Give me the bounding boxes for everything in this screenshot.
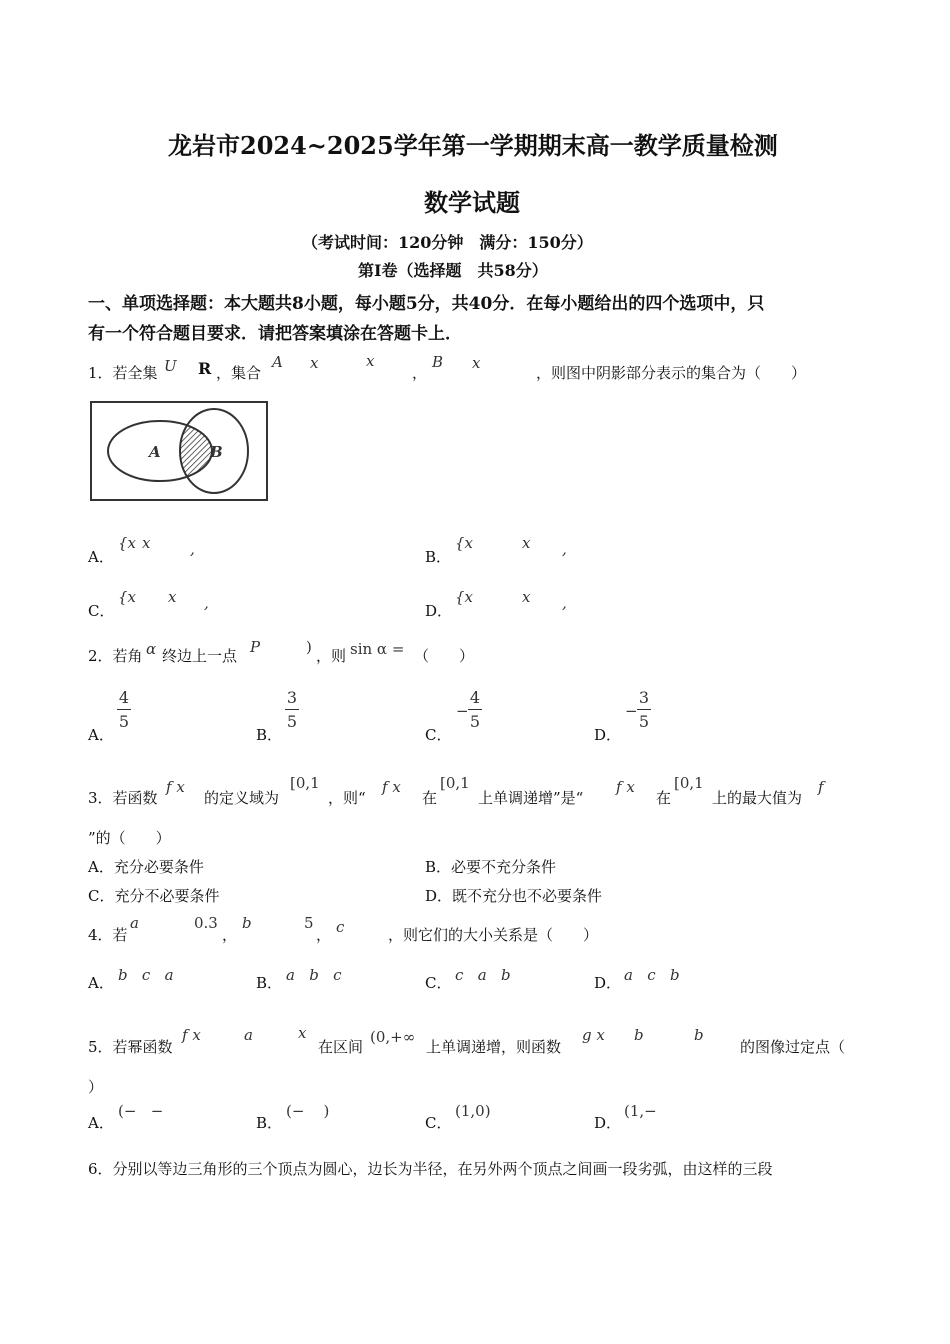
q3-f-4: f [818,778,824,796]
q2-option-d[interactable] [594,724,621,745]
q2-option-b-fraction [285,688,299,731]
q2-option-a-label: A． [88,726,114,744]
q3-text-6: 上的最大值为 [712,789,803,807]
q1-reals: R [198,359,212,378]
q2-option-b-den: 5 [286,712,298,731]
q1-prefix: 1．若全集 [88,364,158,382]
q5-option-d[interactable] [594,1112,621,1133]
q4-tail: ，则它们的大小关系是（ ） [388,926,599,944]
venn-label-b: B [210,443,223,461]
q4-option-a-label: A． [88,974,114,992]
q1-option-c-m2: x [168,588,177,606]
q2-option-b[interactable] [256,724,282,745]
q5-option-b-label: B． [256,1114,283,1132]
q3-option-c[interactable]: C．充分不必要条件 [88,887,220,905]
q1-option-d[interactable] [425,600,452,621]
q3-option-d[interactable]: D．既不充分也不必要条件 [425,887,603,905]
q2-option-d-sign: − [625,702,638,720]
q4-option-b-label: B． [256,974,283,992]
q2-option-d-label: D． [594,726,622,744]
q1-option-b-label: B． [425,548,452,566]
q2-tail: （ ） [414,647,475,665]
q1-option-b-m1: {x [455,534,474,552]
q2-option-c-label: C． [425,726,452,744]
q4-option-b[interactable] [256,972,282,993]
q3-option-a[interactable]: A．充分必要条件 [88,858,204,876]
q5-option-d-expr: (1,− [624,1102,657,1120]
question-6-text: 6．分别以等边三角形的三个顶点为圆心，边长为半径，在另外两个顶点之间画一段劣弧，由这样的三段 [88,1160,773,1178]
q1-option-a-m2: x [142,534,151,552]
q1-option-c[interactable] [88,600,114,621]
q4-value-1: 0.3 [194,914,218,932]
q3-text-1: 的定义域为 [204,789,280,807]
q4-option-a[interactable] [88,972,114,993]
q5-option-c[interactable] [425,1112,451,1133]
q5-option-a[interactable] [88,1112,114,1133]
q2-prefix: 2．若角 [88,647,143,665]
q2-point-p: P [250,638,261,656]
q1-option-a-m1: {x [118,534,137,552]
q1-option-a-m3: , [190,540,195,558]
q4-comma-2: ， [316,926,332,944]
q4-var-a: a [130,914,139,932]
q3-interval-2: [0,1 [440,774,470,792]
q1-var-x2: x [366,352,375,370]
q4-option-c-label: C． [425,974,452,992]
q1-option-b-m3: , [562,540,567,558]
q1-option-a-label: A． [88,548,114,566]
q3-text-7: ”的（ ） [88,829,171,847]
q2-option-c-den: 5 [469,712,481,731]
q4-var-c: c [336,918,345,936]
q3-fx-3: f x [616,778,635,796]
q5-fx: f x [182,1026,201,1044]
subject-title: 数学试题 [424,188,520,217]
q1-set-b: B [432,353,444,371]
q2-option-a-num: 4 [118,688,130,707]
q2-option-d-fraction [637,688,651,731]
section-instruction-line1: 一、单项选择题：本大题共8小题，每小题5分，共40分．在每小题给出的四个选项中，只 [88,294,765,314]
q5-var-b2: b [694,1026,704,1044]
q2-option-b-num: 3 [286,688,298,707]
q3-interval-3: [0,1 [674,774,704,792]
q2-option-c-fraction [468,688,482,731]
q5-option-a-label: A． [88,1114,114,1132]
q2-then: ，则 [316,647,347,665]
q1-option-c-label: C． [88,602,115,620]
q5-var-a: a [244,1026,253,1044]
q2-option-d-num: 3 [638,688,650,707]
q4-option-d-label: D． [594,974,622,992]
venn-diagram [88,399,272,503]
q1-tail: ，则图中阴影部分表示的集合为（ ） [536,364,807,382]
q2-sin: sin α = [350,640,405,658]
q3-text-3: 在 [422,789,438,807]
q4-option-d[interactable] [594,972,621,993]
q4-option-c[interactable] [425,972,451,993]
q1-option-d-m1: {x [455,588,474,606]
q5-text-3: 的图像过定点（ [740,1038,846,1056]
q2-option-b-label: B． [256,726,283,744]
q5-var-x: x [298,1024,307,1042]
exam-title: 龙岩市2024~2025学年第一学期期末高一教学质量检测 [168,131,778,160]
q3-text-2: ，则“ [328,789,366,807]
q2-option-a-fraction [117,688,131,731]
q4-option-c-expr: c a b [455,966,511,984]
q5-option-b[interactable] [256,1112,282,1133]
q1-mid: ，集合 [216,364,262,382]
q1-option-a[interactable] [88,546,114,567]
q5-text-1: 在区间 [318,1038,364,1056]
q1-var-x1: x [310,354,319,372]
q5-var-b1: b [634,1026,644,1044]
q5-option-c-expr: (1,0) [455,1102,491,1120]
q1-option-d-m2: x [522,588,531,606]
q2-alpha: α [146,640,157,658]
q4-prefix: 4．若 [88,926,128,944]
q4-var-b: b [242,914,252,932]
q2-option-c[interactable] [425,724,451,745]
q5-option-c-label: C． [425,1114,452,1132]
q5-interval: (0,+∞ [370,1028,416,1046]
q1-option-c-m3: , [204,594,209,612]
q5-gx: g x [582,1026,605,1044]
q2-option-c-sign: − [456,702,469,720]
q1-option-b[interactable] [425,546,451,567]
q3-interval-1: [0,1 [290,774,320,792]
section-instruction-line2: 有一个符合题目要求．请把答案填涂在答题卡上． [88,324,462,344]
venn-label-a: A [149,443,161,461]
q5-option-b-expr: (− ) [286,1102,330,1120]
q5-text-2: 上单调递增，则函数 [426,1038,562,1056]
q4-value-2: 5 [304,914,314,932]
q1-option-d-m3: , [562,594,567,612]
q4-comma-1: ， [222,926,238,944]
q2-mid: 终边上一点 [162,647,238,665]
q1-set-a: A [272,353,283,371]
q2-option-c-num: 4 [469,688,481,707]
q1-option-c-m1: {x [118,588,137,606]
q2-option-d-den: 5 [638,712,650,731]
q2-option-a[interactable] [88,724,114,745]
volume-heading: 第Ⅰ卷（选择题 共58分） [358,261,548,280]
q1-var-x3: x [472,354,481,372]
q2-paren: ) [306,638,312,656]
q3-fx-2: f x [382,778,401,796]
q1-option-d-label: D． [425,602,453,620]
q4-option-d-expr: a c b [624,966,680,984]
q2-option-a-den: 5 [118,712,130,731]
q5-option-d-label: D． [594,1114,622,1132]
q4-option-a-expr: b c a [118,966,174,984]
q3-fx-1: f x [166,778,185,796]
q1-option-b-m2: x [522,534,531,552]
exam-info: （考试时间：120分钟 满分：150分） [302,233,593,252]
q5-prefix: 5．若幂函数 [88,1038,173,1056]
q5-text-4: ） [88,1078,104,1096]
q3-text-5: 在 [656,789,672,807]
q3-option-b[interactable]: B．必要不充分条件 [425,858,557,876]
q3-text-4: 上单调递增”是“ [478,789,584,807]
q4-option-b-expr: a b c [286,966,342,984]
q3-prefix: 3．若函数 [88,789,158,807]
q1-set-u: U [164,357,177,375]
q1-comma: ， [412,364,428,382]
q5-option-a-expr: (− − [118,1102,164,1120]
